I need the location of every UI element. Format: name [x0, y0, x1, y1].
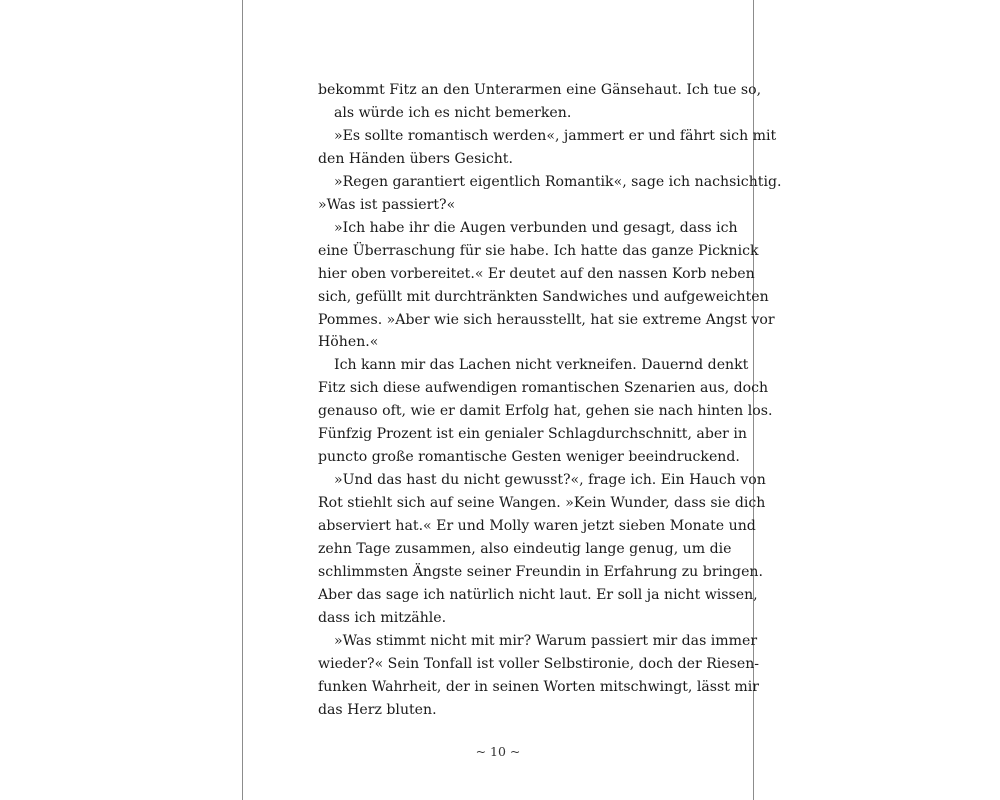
- text-line: wieder?« Sein Tonfall ist voller Selbstironie, doch der Riesen-: [318, 655, 760, 672]
- text-line: eine Überraschung für sie habe. Ich hatte das ganze Picknick: [318, 242, 759, 259]
- text-line: »Was ist passiert?«: [318, 196, 456, 213]
- text-line: »Und das hast du nicht gewusst?«, frage ich. Ein Hauch von: [334, 472, 766, 489]
- text-line: bekommt Fitz an den Unterarmen eine Gänsehaut. Ich tue so,: [318, 82, 762, 98]
- page-number: ~ 10 ~: [475, 744, 521, 759]
- text-line: Pommes. »Aber wie sich herausstellt, hat sie extreme Angst vor: [318, 311, 775, 328]
- text-line: zehn Tage zusammen, also eindeutig lange genug, um die: [318, 541, 732, 558]
- text-line: als würde ich es nicht bemerken.: [334, 104, 572, 121]
- text-line: sich, gefüllt mit durchtränkten Sandwiches und aufgeweichten: [318, 288, 769, 305]
- text-line: hier oben vorbereitet.« Er deutet auf den nassen Korb neben: [318, 265, 755, 282]
- text-line: Rot stiehlt sich auf seine Wangen. »Kein Wunder, dass sie dich: [318, 495, 766, 512]
- text-line: den Händen übers Gesicht.: [318, 150, 513, 167]
- text-line: genauso oft, wie er damit Erfolg hat, gehen sie nach hinten los.: [318, 403, 773, 420]
- text-line: puncto große romantische Gesten weniger beeindruckend.: [318, 449, 740, 466]
- text-line: dass ich mitzähle.: [318, 609, 447, 626]
- text-line: Höhen.«: [318, 334, 379, 351]
- book-page: [242, 0, 782, 800]
- text-line: »Regen garantiert eigentlich Romantik«, sage ich nachsichtig.: [334, 173, 782, 190]
- text-line: Fitz sich diese aufwendigen romantischen Szenarien aus, doch: [318, 380, 769, 397]
- text-line: »Es sollte romantisch werden«, jammert er und fährt sich mit: [334, 127, 777, 144]
- text-line: Aber das sage ich natürlich nicht laut. Er soll ja nicht wissen,: [318, 586, 758, 603]
- text-line: schlimmsten Ängste seiner Freundin in Erfahrung zu bringen.: [318, 564, 763, 581]
- text-line: Fünfzig Prozent ist ein genialer Schlagdurchschnitt, aber in: [318, 426, 747, 443]
- text-line: »Ich habe ihr die Augen verbunden und gesagt, dass ich: [334, 219, 738, 236]
- text-line: abserviert hat.« Er und Molly waren jetzt sieben Monate und: [318, 518, 756, 535]
- page-body-text: [318, 79, 782, 722]
- text-line: »Was stimmt nicht mit mir? Warum passiert mir das immer: [334, 632, 758, 649]
- text-line: das Herz bluten.: [318, 701, 437, 718]
- text-line: Ich kann mir das Lachen nicht verkneifen. Dauernd denkt: [334, 357, 749, 374]
- text-line: funken Wahrheit, der in seinen Worten mitschwingt, lässt mir: [318, 678, 760, 695]
